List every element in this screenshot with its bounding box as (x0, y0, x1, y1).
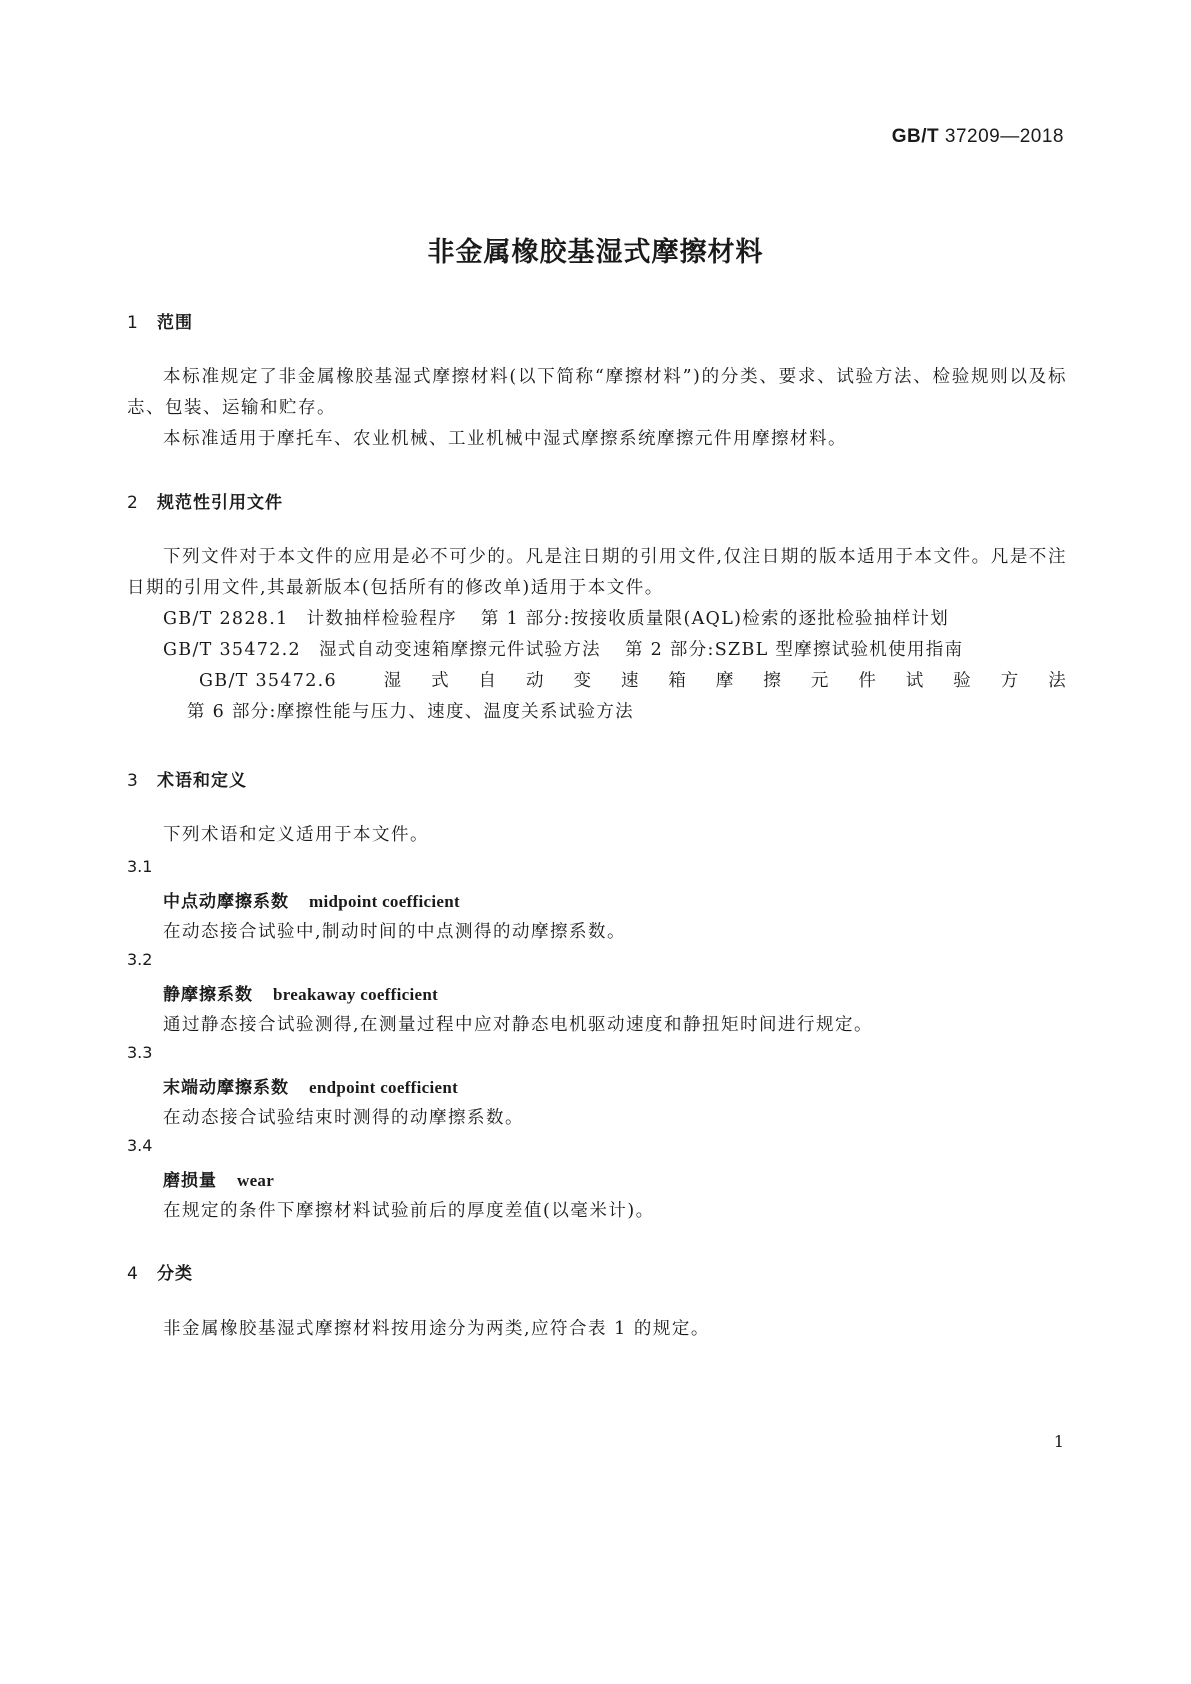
reference-code: GB/T 35472.6 (199, 671, 337, 691)
section-3-number: 3 (127, 771, 139, 791)
reference-title: 计数抽样检验程序 (306, 609, 457, 629)
section-2-heading (127, 488, 283, 513)
section-4-title: 分类 (157, 1264, 193, 1284)
term-heading (163, 1166, 274, 1191)
standard-code-number: 37209—2018 (944, 126, 1064, 147)
reference-item (163, 604, 949, 635)
section-4-paragraph-1: 非金属橡胶基湿式摩擦材料按用途分为两类,应符合表 1 的规定。 (163, 1319, 710, 1339)
term-number: 3.1 (127, 857, 153, 876)
reference-part: 第 2 部分:SZBL 型摩擦试验机使用指南 (624, 640, 964, 660)
reference-code: GB/T 2828.1 (163, 609, 289, 629)
section-2-number: 2 (127, 493, 139, 513)
term-definition: 在动态接合试验结束时测得的动摩擦系数。 (163, 1108, 524, 1128)
section-2-title: 规范性引用文件 (157, 493, 283, 513)
term-number: 3.3 (127, 1043, 153, 1062)
reference-item (163, 635, 963, 666)
section-1-heading (127, 308, 193, 333)
term-en: midpoint coefficient (309, 892, 460, 911)
term-definition: 通过静态接合试验测得,在测量过程中应对静态电机驱动速度和静扭矩时间进行规定。 (163, 1015, 874, 1035)
term-zh: 末端动摩擦系数 (163, 1078, 289, 1098)
term-zh: 中点动摩擦系数 (163, 892, 289, 912)
section-2-intro: 下列文件对于本文件的应用是必不可少的。凡是注日期的引用文件,仅注日期的版本适用于本文件。凡是不注日期的引用文件,其最新版本(包括所有的修改单)适用于本文件。 (127, 547, 1067, 598)
term-zh: 磨损量 (163, 1171, 217, 1191)
reference-code: GB/T 35472.2 (163, 640, 301, 660)
section-4-heading (127, 1259, 193, 1284)
standard-number (892, 126, 1064, 148)
section-1-paragraph-1: 本标准规定了非金属橡胶基湿式摩擦材料(以下简称“摩擦材料”)的分类、要求、试验方法、检验规则以及标志、包装、运输和贮存。 (127, 367, 1067, 418)
term-en: endpoint coefficient (309, 1078, 459, 1097)
term-heading (163, 887, 460, 912)
section-1-paragraph-2: 本标准适用于摩托车、农业机械、工业机械中湿式摩擦系统摩擦元件用摩擦材料。 (163, 429, 847, 449)
term-en: breakaway coefficient (273, 985, 439, 1004)
term-definition: 在动态接合试验中,制动时间的中点测得的动摩擦系数。 (163, 922, 627, 942)
term-heading (163, 1073, 458, 1098)
reference-part: 第 6 部分:摩擦性能与压力、速度、温度关系试验方法 (187, 702, 634, 722)
section-1-number: 1 (127, 313, 139, 333)
term-heading (163, 980, 438, 1005)
page-number: 1 (1053, 1432, 1064, 1451)
section-3-intro: 下列术语和定义适用于本文件。 (163, 825, 429, 845)
reference-title: 湿式自动变速箱摩擦元件试验方法 (354, 671, 1067, 691)
section-3-title: 术语和定义 (157, 771, 247, 791)
reference-item (127, 666, 1067, 728)
term-zh: 静摩擦系数 (163, 985, 253, 1005)
standard-code-prefix: GB/T (891, 126, 940, 147)
term-number: 3.2 (127, 950, 153, 969)
reference-part: 第 1 部分:按接收质量限(AQL)检索的逐批检验抽样计划 (480, 609, 950, 629)
term-definition: 在规定的条件下摩擦材料试验前后的厚度差值(以毫米计)。 (163, 1201, 655, 1221)
term-number: 3.4 (127, 1136, 153, 1155)
section-1-title: 范围 (157, 313, 193, 333)
term-en: wear (237, 1171, 275, 1190)
section-3-heading (127, 766, 247, 791)
reference-title: 湿式自动变速箱摩擦元件试验方法 (318, 640, 601, 660)
section-4-number: 4 (127, 1264, 139, 1284)
document-title: 非金属橡胶基湿式摩擦材料 (427, 237, 764, 268)
